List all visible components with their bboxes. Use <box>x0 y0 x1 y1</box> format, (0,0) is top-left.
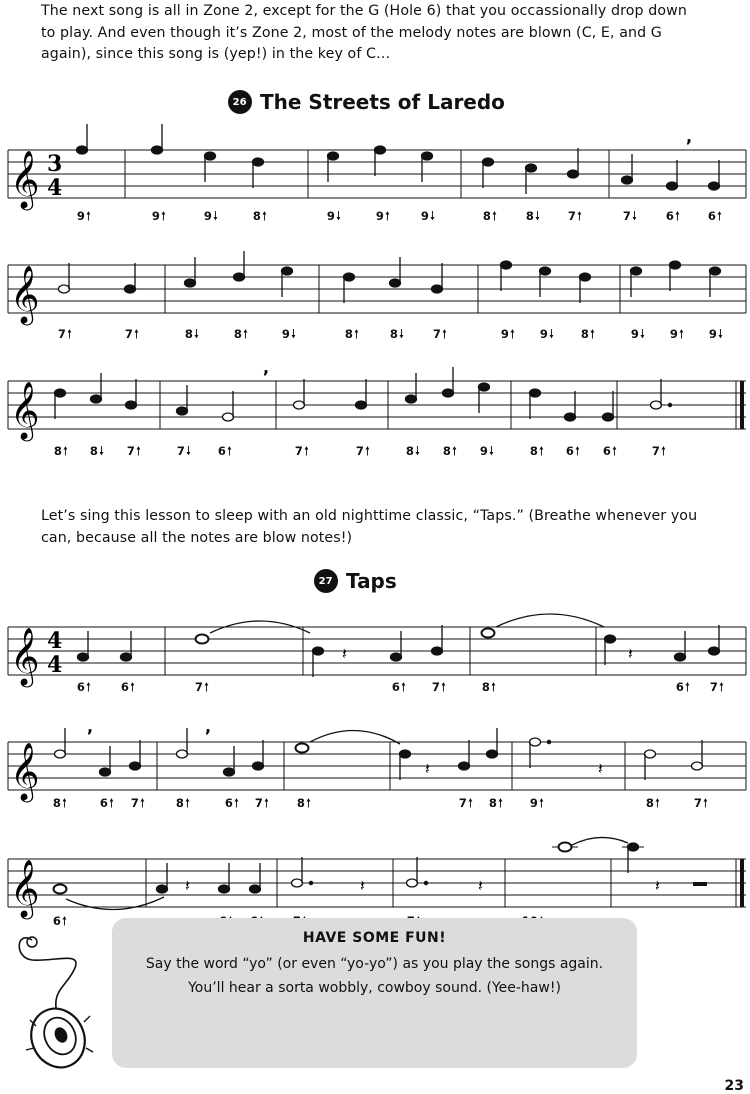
tab-note: 6🠕 <box>707 209 723 223</box>
tab-note: 9🠗 <box>203 209 219 223</box>
tab-note: 8🠕 <box>233 327 249 341</box>
tab-note: 9🠗 <box>326 209 342 223</box>
blow-arrow-icon: 🠕 <box>576 209 583 223</box>
draw-arrow-icon: 🠗 <box>193 327 200 341</box>
breath-mark-icon: , <box>263 358 270 377</box>
quarter-rest-icon: 𝄽 <box>342 644 347 663</box>
song-number-badge: 27 <box>309 564 343 598</box>
tab-note: 8🠕 <box>344 327 360 341</box>
staff-notation <box>0 717 750 800</box>
treble-clef-icon: 𝄞 <box>10 627 40 685</box>
tab-note: 6🠕 <box>99 796 115 810</box>
blow-arrow-icon: 🠕 <box>497 796 504 810</box>
tab-note: 8🠕 <box>488 796 504 810</box>
draw-arrow-icon: 🠗 <box>631 209 638 223</box>
treble-clef-icon: 𝄞 <box>10 742 40 800</box>
treble-clef-icon: 𝄞 <box>10 150 40 208</box>
draw-arrow-icon: 🠗 <box>414 444 421 458</box>
tab-note: 6🠕 <box>602 444 618 458</box>
intro-paragraph <box>41 1 721 66</box>
staff-taps-1 <box>0 615 750 685</box>
tab-note: 7🠕 <box>567 209 583 223</box>
blow-arrow-icon: 🠕 <box>718 680 725 694</box>
tab-note: 6🠕 <box>224 796 240 810</box>
tab-note: 7🠕 <box>194 680 210 694</box>
tab-note: 7🠕 <box>432 327 448 341</box>
blow-arrow-icon: 🠕 <box>490 680 497 694</box>
paragraph-line: can, because all the notes are blow notes!) <box>41 529 353 546</box>
tab-note: 7🠕 <box>57 327 73 341</box>
quarter-rest-icon: 𝄽 <box>185 876 190 895</box>
tab-note: 8🠕 <box>481 680 497 694</box>
quarter-rest-icon: 𝄽 <box>478 876 483 895</box>
song-title-laredo <box>228 90 505 114</box>
blow-arrow-icon: 🠕 <box>684 680 691 694</box>
blow-arrow-icon: 🠕 <box>364 444 371 458</box>
tab-note: 8🠕 <box>529 444 545 458</box>
tab-note: 9🠕 <box>500 327 516 341</box>
blow-arrow-icon: 🠕 <box>263 796 270 810</box>
tab-note: 9🠕 <box>669 327 685 341</box>
blow-arrow-icon: 🠕 <box>702 796 709 810</box>
treble-clef-icon: 𝄞 <box>10 265 40 323</box>
blow-arrow-icon: 🠕 <box>538 444 545 458</box>
tab-note: 7🠕 <box>651 444 667 458</box>
blow-arrow-icon: 🠕 <box>61 796 68 810</box>
treble-clef-icon: 𝄞 <box>10 381 40 439</box>
blow-arrow-icon: 🠕 <box>509 327 516 341</box>
fun-box-line-2: You’ll hear a sorta wobbly, cowboy sound. (Yee-haw!) <box>188 980 561 996</box>
staff-taps-2 <box>0 717 750 800</box>
tab-note: 6🠕 <box>52 914 68 928</box>
taps-intro-paragraph <box>41 506 721 549</box>
staff-notation <box>0 615 750 685</box>
tab-note: 8🠕 <box>442 444 458 458</box>
tab-note: 7🠗 <box>176 444 192 458</box>
blow-arrow-icon: 🠕 <box>611 444 618 458</box>
breath-mark-icon: , <box>686 127 693 146</box>
blow-arrow-icon: 🠕 <box>233 796 240 810</box>
time-sig-top: 4 <box>47 628 63 654</box>
tie-arc <box>496 614 604 627</box>
staff-notation <box>0 253 750 323</box>
tab-note: 8🠗 <box>405 444 421 458</box>
tab-note: 8🠗 <box>184 327 200 341</box>
draw-arrow-icon: 🠗 <box>534 209 541 223</box>
time-sig-top: 3 <box>47 151 63 177</box>
quarter-rest-icon: 𝄽 <box>360 876 365 895</box>
draw-arrow-icon: 🠗 <box>639 327 646 341</box>
draw-arrow-icon: 🠗 <box>429 209 436 223</box>
tab-note: 7🠕 <box>124 327 140 341</box>
blow-arrow-icon: 🠕 <box>61 914 68 928</box>
tab-note: 8🠗 <box>525 209 541 223</box>
time-sig-bottom: 4 <box>47 652 63 678</box>
yoyo-illustration-icon <box>14 930 104 1070</box>
quarter-rest-icon: 𝄽 <box>425 759 430 778</box>
blow-arrow-icon: 🠕 <box>160 209 167 223</box>
staff-notation <box>0 358 750 439</box>
tab-note: 8🠗 <box>389 327 405 341</box>
blow-arrow-icon: 🠕 <box>440 680 447 694</box>
intro-line: The next song is all in Zone 2, except for the G (Hole 6) that you occassionally drop down <box>41 3 687 19</box>
intro-line: again), since this song is (yep!) in the key of C… <box>41 46 391 62</box>
blow-arrow-icon: 🠕 <box>305 796 312 810</box>
blow-arrow-icon: 🠕 <box>716 209 723 223</box>
blow-arrow-icon: 🠕 <box>384 209 391 223</box>
tab-note: 8🠕 <box>175 796 191 810</box>
fun-box-title: HAVE SOME FUN! <box>302 930 447 946</box>
tab-note: 7🠕 <box>693 796 709 810</box>
staff-notation <box>0 127 750 208</box>
blow-arrow-icon: 🠕 <box>303 444 310 458</box>
quarter-rest-icon: 𝄽 <box>655 876 660 895</box>
tab-note: 9🠗 <box>281 327 297 341</box>
tab-note: 8🠕 <box>580 327 596 341</box>
tab-note: 7🠕 <box>130 796 146 810</box>
tab-note: 9🠗 <box>479 444 495 458</box>
treble-clef-icon: 𝄞 <box>10 859 40 917</box>
tab-note: 8🠕 <box>52 796 68 810</box>
draw-arrow-icon: 🠗 <box>717 327 724 341</box>
fun-box-line-1: Say the word “yo” (or even “yo-yo”) as you play the songs again. <box>145 956 604 972</box>
tab-note: 7🠗 <box>622 209 638 223</box>
draw-arrow-icon: 🠗 <box>488 444 495 458</box>
blow-arrow-icon: 🠕 <box>139 796 146 810</box>
blow-arrow-icon: 🠕 <box>538 796 545 810</box>
time-sig-bottom: 4 <box>47 175 63 201</box>
have-some-fun-box <box>112 918 637 1068</box>
blow-arrow-icon: 🠕 <box>66 327 73 341</box>
staff-taps-3 <box>0 847 750 917</box>
staff-laredo-1 <box>0 127 750 208</box>
blow-arrow-icon: 🠕 <box>660 444 667 458</box>
blow-arrow-icon: 🠕 <box>261 209 268 223</box>
draw-arrow-icon: 🠗 <box>185 444 192 458</box>
blow-arrow-icon: 🠕 <box>184 796 191 810</box>
blow-arrow-icon: 🠕 <box>353 327 360 341</box>
tab-note: 8🠗 <box>89 444 105 458</box>
blow-arrow-icon: 🠕 <box>400 680 407 694</box>
tab-note: 7🠕 <box>294 444 310 458</box>
blow-arrow-icon: 🠕 <box>654 796 661 810</box>
staff-notation <box>0 847 750 917</box>
tab-note: 8🠕 <box>252 209 268 223</box>
blow-arrow-icon: 🠕 <box>242 327 249 341</box>
blow-arrow-icon: 🠕 <box>108 796 115 810</box>
breath-mark-icon: , <box>205 717 212 736</box>
blow-arrow-icon: 🠕 <box>674 209 681 223</box>
breath-mark-icon: , <box>87 717 94 736</box>
tab-note: 6🠕 <box>76 680 92 694</box>
song-title-text: The Streets of Laredo <box>260 90 505 114</box>
blow-arrow-icon: 🠕 <box>62 444 69 458</box>
tab-note: 6🠕 <box>665 209 681 223</box>
blow-arrow-icon: 🠕 <box>441 327 448 341</box>
tab-note: 9🠕 <box>529 796 545 810</box>
song-title-taps <box>314 569 397 593</box>
tab-note: 7🠕 <box>355 444 371 458</box>
blow-arrow-icon: 🠕 <box>85 209 92 223</box>
tab-note: 9🠗 <box>420 209 436 223</box>
song-title-text: Taps <box>346 569 397 593</box>
blow-arrow-icon: 🠕 <box>203 680 210 694</box>
tab-note: 8🠕 <box>296 796 312 810</box>
tab-note: 9🠕 <box>151 209 167 223</box>
tie-arc <box>572 837 628 845</box>
tab-note: 7🠕 <box>126 444 142 458</box>
tab-note: 7🠕 <box>431 680 447 694</box>
quarter-rest-icon: 𝄽 <box>598 759 603 778</box>
draw-arrow-icon: 🠗 <box>212 209 219 223</box>
blow-arrow-icon: 🠕 <box>129 680 136 694</box>
draw-arrow-icon: 🠗 <box>548 327 555 341</box>
blow-arrow-icon: 🠕 <box>467 796 474 810</box>
tab-note: 8🠕 <box>482 209 498 223</box>
tab-note: 8🠕 <box>53 444 69 458</box>
blow-arrow-icon: 🠕 <box>491 209 498 223</box>
staff-laredo-2 <box>0 253 750 323</box>
tab-note: 9🠗 <box>539 327 555 341</box>
tab-note: 6🠕 <box>391 680 407 694</box>
blow-arrow-icon: 🠕 <box>85 680 92 694</box>
tab-note: 7🠕 <box>254 796 270 810</box>
tab-note: 6🠕 <box>120 680 136 694</box>
tie-arc <box>66 897 164 910</box>
tab-note: 6🠕 <box>217 444 233 458</box>
tab-note: 7🠕 <box>709 680 725 694</box>
draw-arrow-icon: 🠗 <box>398 327 405 341</box>
tab-note: 8🠕 <box>645 796 661 810</box>
tab-note: 6🠕 <box>565 444 581 458</box>
tab-note: 9🠗 <box>708 327 724 341</box>
blow-arrow-icon: 🠕 <box>226 444 233 458</box>
song-number-badge: 26 <box>223 85 257 119</box>
draw-arrow-icon: 🠗 <box>290 327 297 341</box>
draw-arrow-icon: 🠗 <box>335 209 342 223</box>
blow-arrow-icon: 🠕 <box>574 444 581 458</box>
page-number: 23 <box>724 1078 744 1094</box>
tab-note: 6🠕 <box>675 680 691 694</box>
intro-line: to play. And even though it’s Zone 2, most of the melody notes are blown (C, E, and G <box>41 24 662 41</box>
blow-arrow-icon: 🠕 <box>678 327 685 341</box>
blow-arrow-icon: 🠕 <box>135 444 142 458</box>
blow-arrow-icon: 🠕 <box>133 327 140 341</box>
blow-arrow-icon: 🠕 <box>589 327 596 341</box>
tab-note: 7🠕 <box>458 796 474 810</box>
draw-arrow-icon: 🠗 <box>98 444 105 458</box>
tab-note: 9🠕 <box>375 209 391 223</box>
quarter-rest-icon: 𝄽 <box>628 644 633 663</box>
staff-laredo-3 <box>0 358 750 439</box>
blow-arrow-icon: 🠕 <box>451 444 458 458</box>
tab-note: 9🠕 <box>76 209 92 223</box>
paragraph-line: Let’s sing this lesson to sleep with an old nighttime classic, “Taps.” (Breathe whenever you <box>41 508 698 524</box>
tab-note: 9🠗 <box>630 327 646 341</box>
